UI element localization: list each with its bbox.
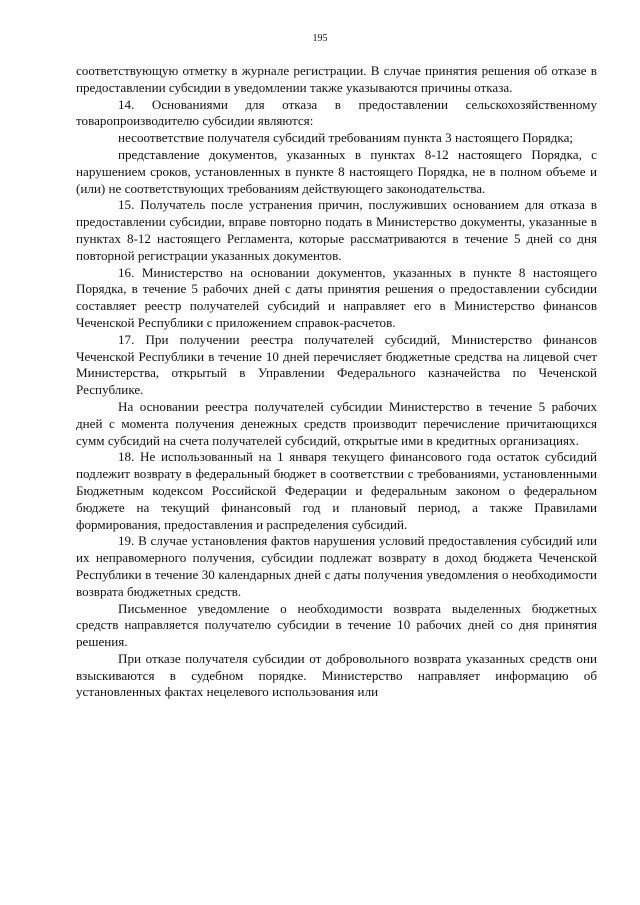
paragraph-14-item-1: несоответствие получателя субсидий требованиям пункта 3 настоящего Порядка; xyxy=(118,130,574,146)
paragraph-continuation: соответствующую отметку в журнале регистрации. В случае принятия решения об отказе в предоставлении субсидии в уведомлении также указываются причины отказа. xyxy=(76,63,597,95)
paragraph-19-notice: Письменное уведомление о необходимости возврата выделенных бюджетных средств направляется получателю субсидии в течение 10 рабочих дней со дня принятия решения. xyxy=(76,600,597,650)
page-number: 195 xyxy=(312,33,328,44)
paragraph-17-continued: На основании реестра получателей субсидии Министерство в течение 5 рабочих дней с момента получения денежных средств производит перечисление причитающихся сумм субсидий на счета получателей субсидий, открытые ими в кредитных организациях. xyxy=(76,398,597,448)
paragraph-14: 14. Основаниями для отказа в предоставлении сельскохозяйственному товаропроизводителю субсидии являются: xyxy=(76,96,597,129)
paragraph-16: 16. Министерство на основании документов, указанных в пункте 8 настоящего Порядка, в течение 5 рабочих дней с даты принятия решения о предоставлении субсидии составляет реестр получателей субсидий и направляет его в Министерство финансов Чеченской Республики с приложением справок-расчетов. xyxy=(76,264,597,330)
document-body xyxy=(76,63,597,701)
paragraph-18: 18. Не использованный на 1 января текущего финансового года остаток субсидий подлежит возврату в федеральный бюджет в соответствии с требованиями, установленными Бюджетным кодексом Российской Федерации и федеральным законом о федеральном бюджете на текущий финансовый год и плановый период, а также Правилами формирования, предоставления и распределения субсидий. xyxy=(76,449,597,532)
paragraph-17: 17. При получении реестра получателей субсидий, Министерство финансов Чеченской Республики в течение 10 дней перечисляет бюджетные средства на лицевой счет Министерства, открытый в Управлении Федерального казначейства по Чеченской Республике. xyxy=(76,331,597,398)
paragraph-19: 19. В случае установления фактов нарушения условий предоставления субсидий или их неправомерного получения, субсидии подлежат возврату в доход бюджета Чеченской Республики в течение 30 календарных дней с даты получения уведомления о необходимости возврата бюджетных средств. xyxy=(76,533,597,599)
paragraph-14-item-2: представление документов, указанных в пунктах 8-12 настоящего Порядка, с нарушением сроков, установленных в пункте 8 настоящего Порядка, не в полном объеме и (или) не соответствующих требованиям действующего законодательства. xyxy=(76,146,597,196)
paragraph-19-refusal: При отказе получателя субсидии от добровольного возврата указанных средств они взыскиваются в судебном порядке. Министерство направляет информацию об установленных фактах нецелевого использования или xyxy=(76,650,597,700)
paragraph-15: 15. Получатель после устранения причин, послуживших основанием для отказа в предоставлении субсидии, вправе повторно подать в Министерство документы, указанные в пунктах 8-12 настоящего Регламента, которые рассматриваются в течение 5 дней со дня повторной регистрации указанных документов. xyxy=(76,197,597,263)
